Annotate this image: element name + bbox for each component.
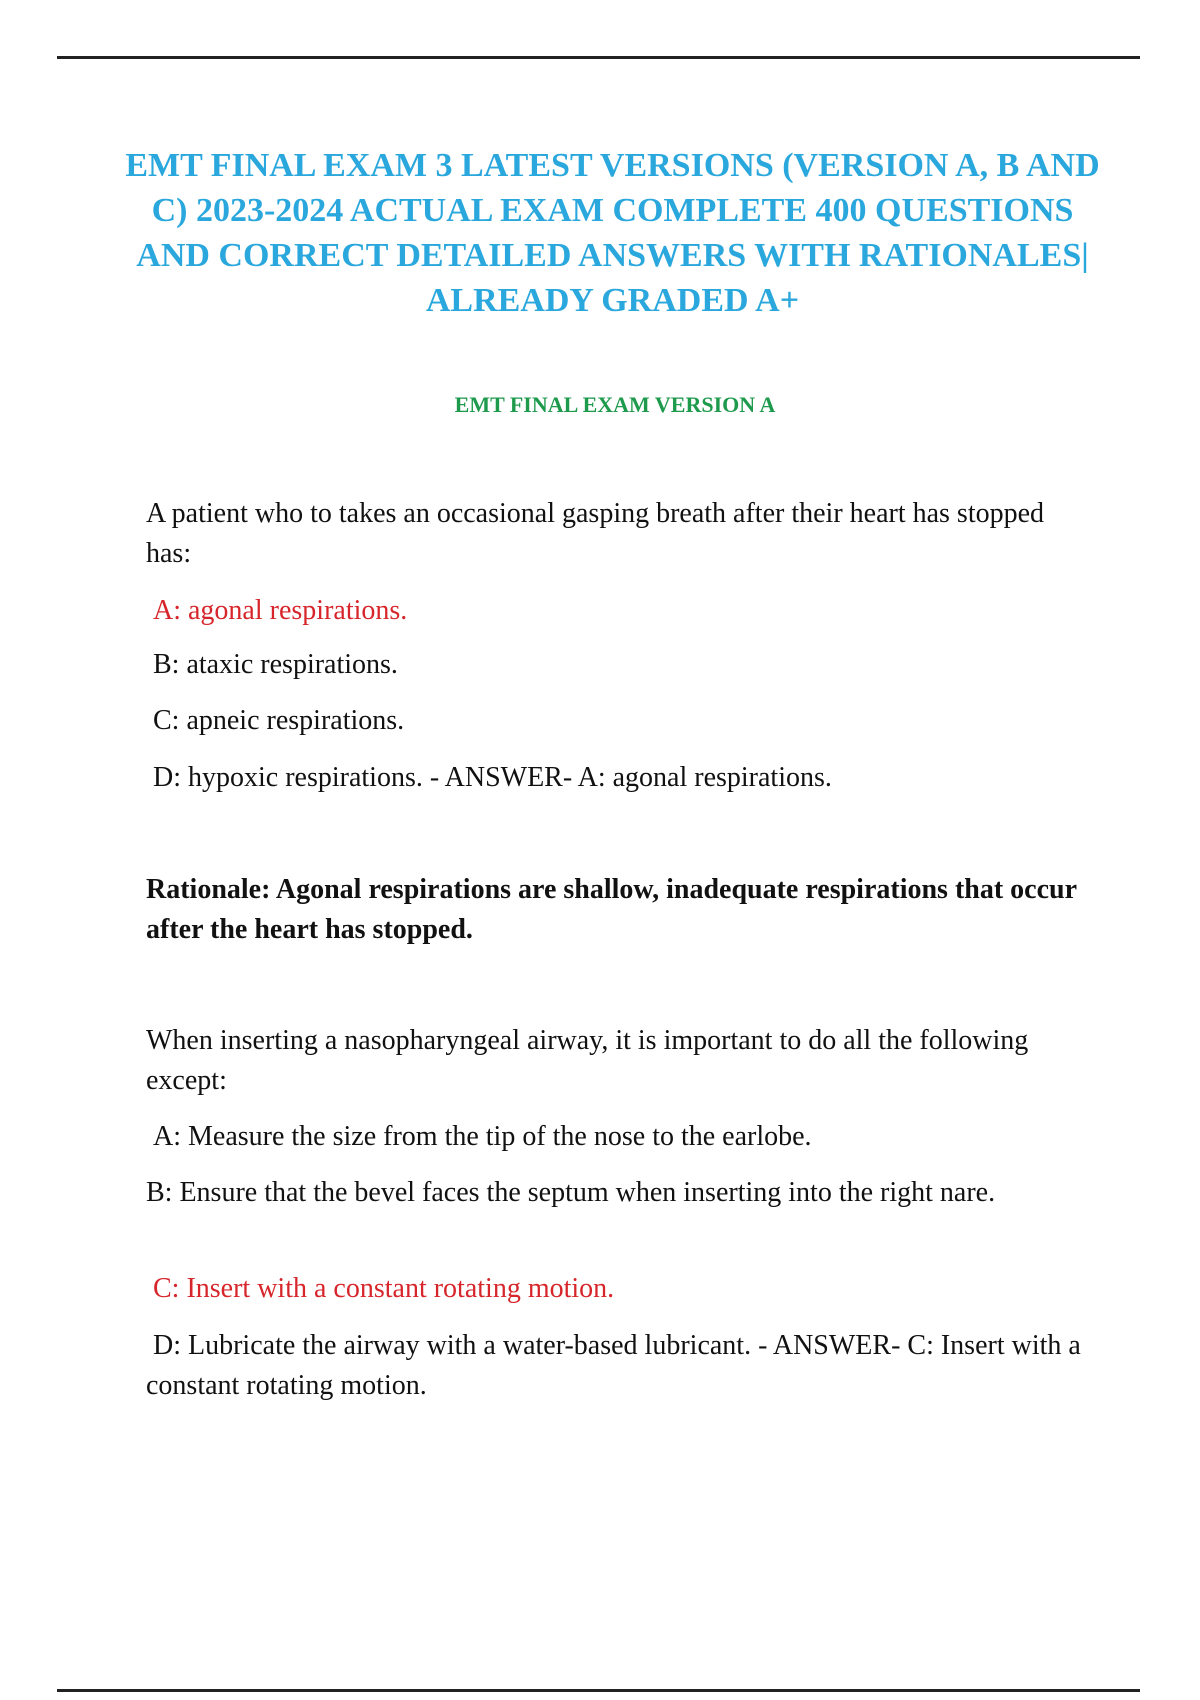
header-rule: [57, 56, 1140, 59]
q1-option-c: C: apneic respirations.: [153, 705, 405, 736]
document-title: EMT FINAL EXAM 3 LATEST VERSIONS (VERSION A, B AND C) 2023-2024 ACTUAL EXAM COMPLETE 400 QUESTIONS AND CORRECT DETAILED ANSWERS WITH RATIONALES| ALREADY GRADED A+: [125, 147, 1100, 319]
q2-option-a: A: Measure the size from the tip of the nose to the earlobe.: [153, 1121, 812, 1152]
q1-option-b: B: ataxic respirations.: [153, 649, 398, 680]
question-1: A patient who to takes an occasional gasping breath after their heart has stopped has:: [146, 498, 1045, 569]
q2-option-d: D: Lubricate the airway with a water-based lubricant. - ANSWER- C: Insert with a constant rotating motion.: [146, 1330, 1081, 1401]
question-2: When inserting a nasopharyngeal airway, it is important to do all the following except:: [146, 1025, 1029, 1096]
q1-option-d: D: hypoxic respirations. - ANSWER- A: agonal respirations.: [153, 762, 832, 793]
q1-rationale: Rationale: Agonal respirations are shallow, inadequate respirations that occur after the heart has stopped.: [146, 874, 1077, 945]
q2-option-c-correct: C: Insert with a constant rotating motion.: [153, 1273, 615, 1304]
section-heading: EMT FINAL EXAM VERSION A: [454, 392, 776, 417]
footer-rule: [57, 1689, 1140, 1692]
q2-option-b: B: Ensure that the bevel faces the septum when inserting into the right nare.: [146, 1177, 996, 1208]
q1-option-a-correct: A: agonal respirations.: [153, 595, 408, 626]
